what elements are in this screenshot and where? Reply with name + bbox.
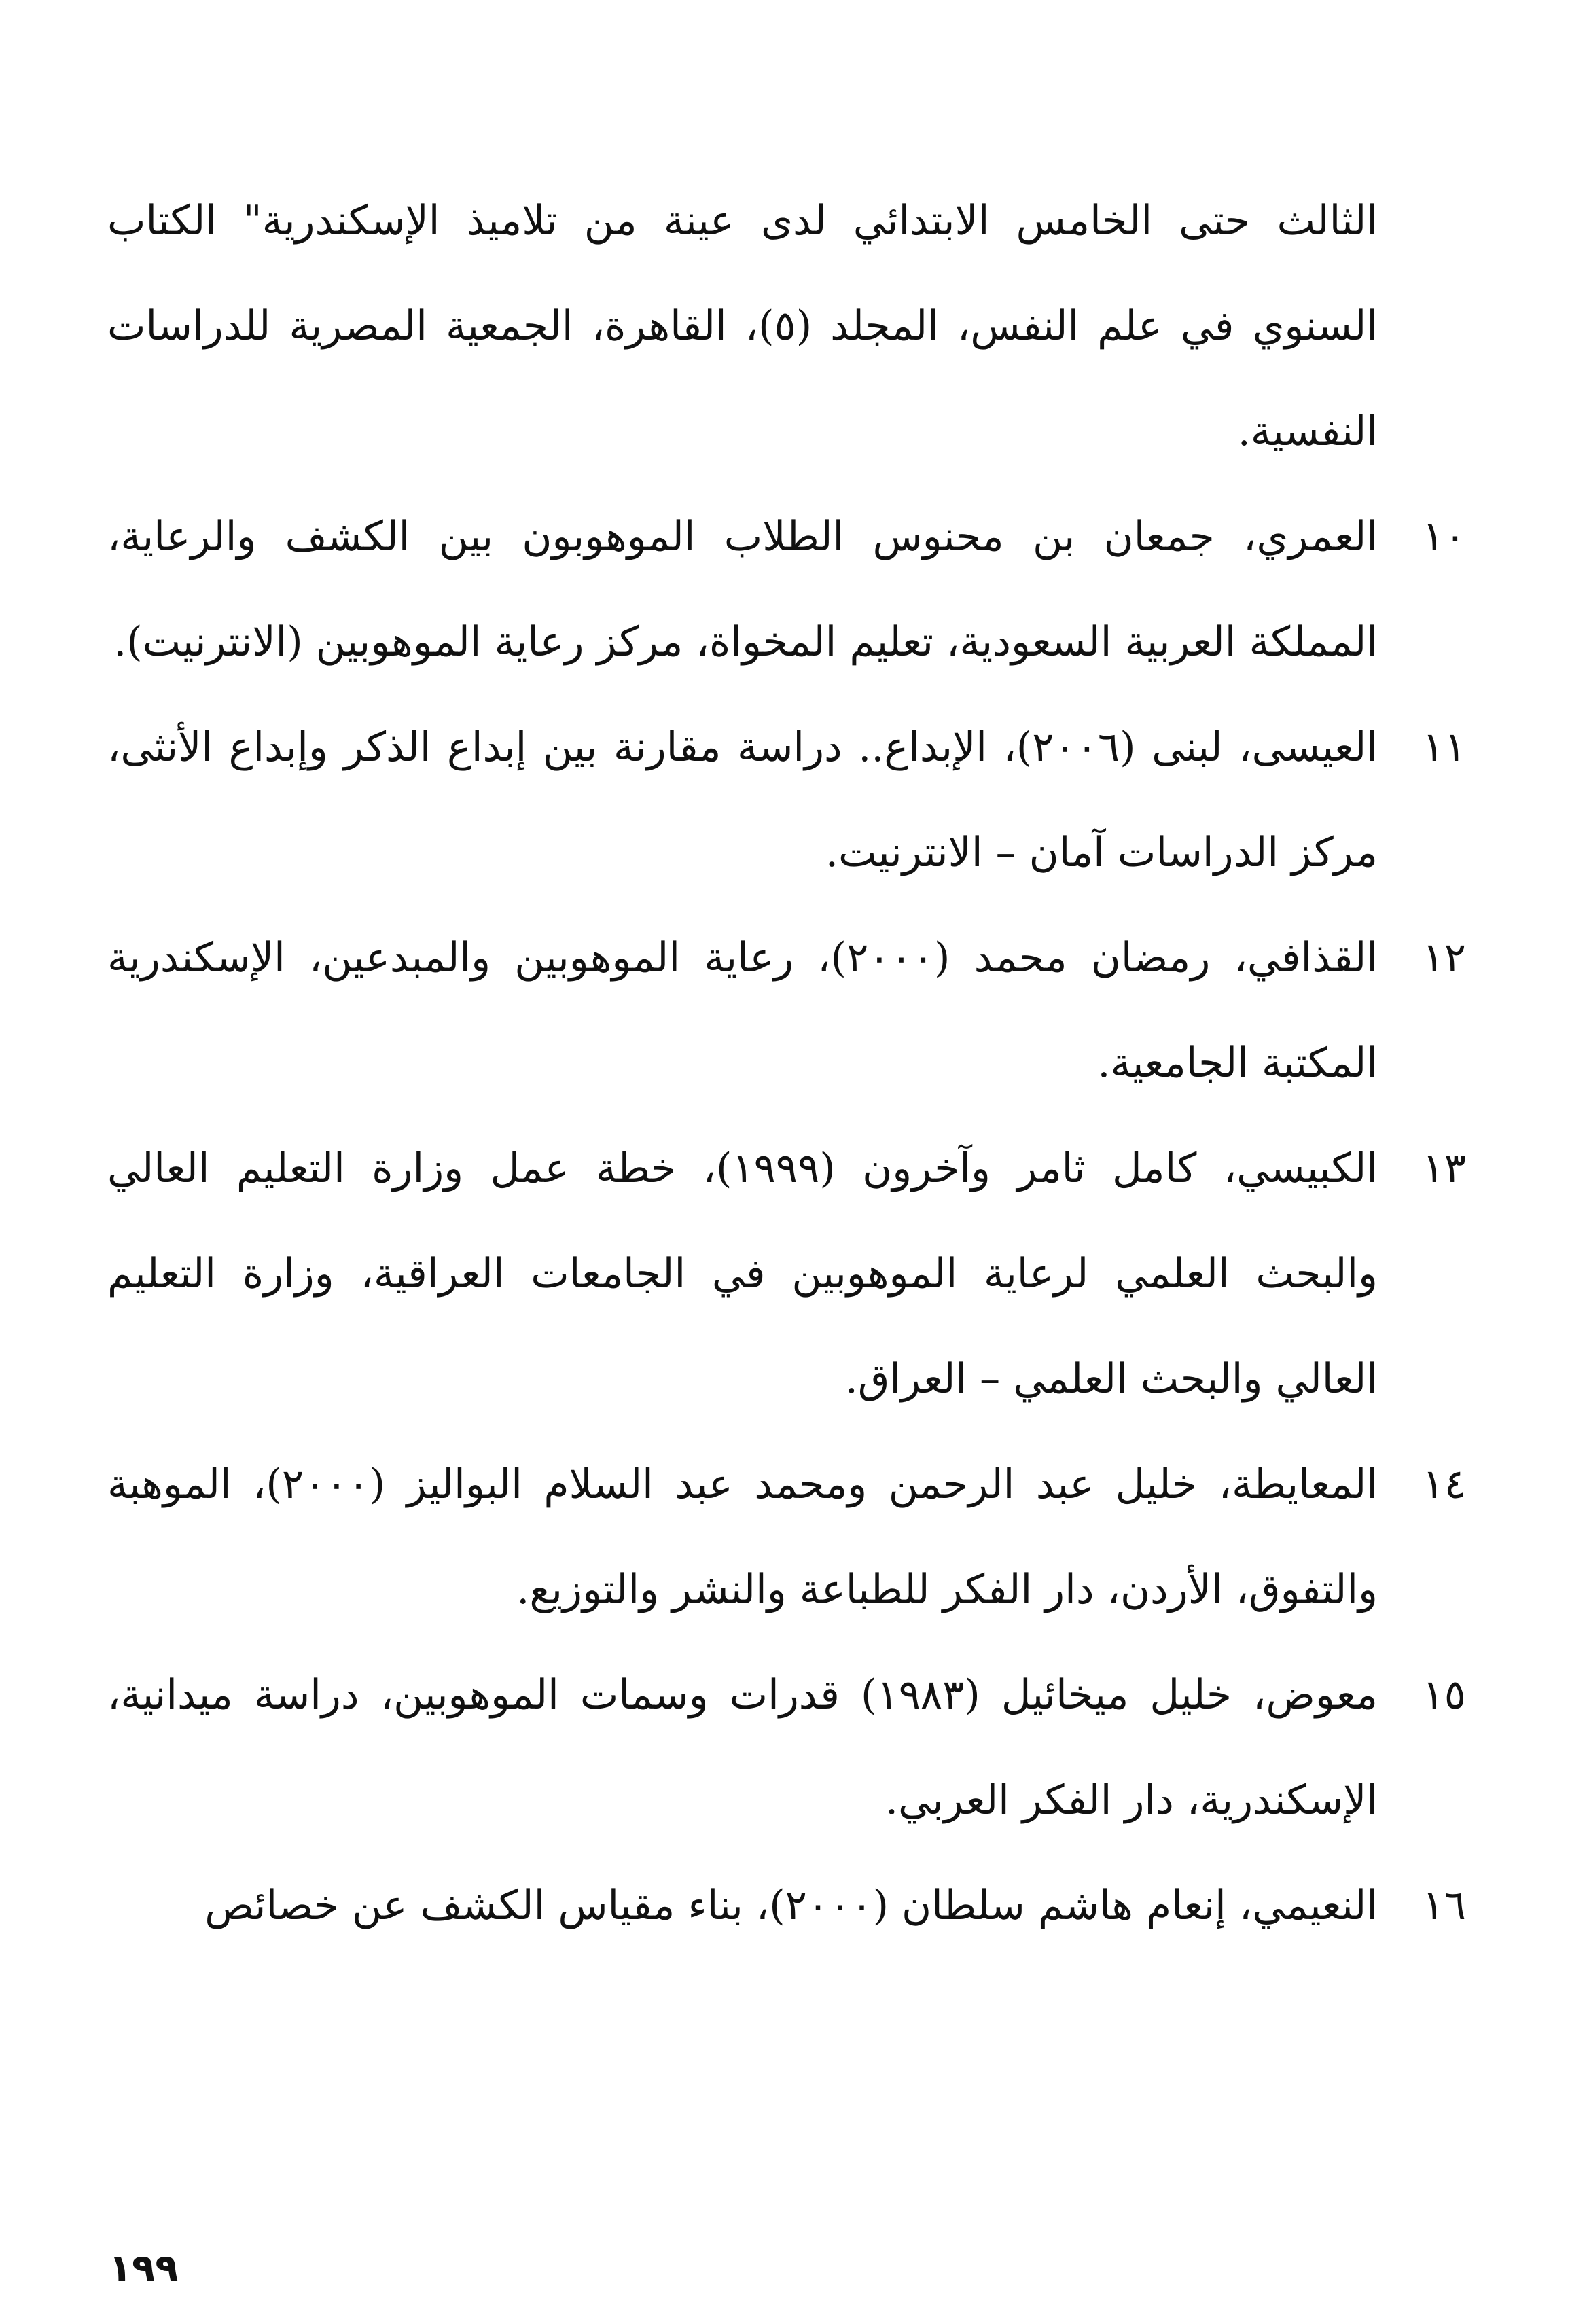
- reference-item: [107, 906, 1466, 1116]
- page-number: ١٩٩: [109, 2247, 179, 2291]
- reference-text: النعيمي، إنعام هاشم سلطان (٢٠٠٠)، بناء مقياس الكشف عن خصائص: [204, 1882, 1378, 1929]
- reference-item: [107, 1432, 1466, 1643]
- reference-number: ١٥: [1422, 1671, 1466, 1719]
- reference-text: العمري، جمعان بن محنوس الطلاب الموهوبون بين الكشف والرعاية، المملكة العربية السعودية، تعليم المخواة، مركز رعاية الموهوبين (الانترنيت).: [107, 513, 1378, 666]
- reference-item: [107, 695, 1466, 906]
- reference-number: ١١: [1422, 723, 1466, 771]
- reference-number: ١٢: [1422, 934, 1466, 982]
- reference-text: العيسى، لبنى (٢٠٠٦)، الإبداع.. دراسة مقارنة بين إبداع الذكر وإبداع الأنثى، مركز الدراسات آمان – الانترنيت.: [107, 723, 1378, 876]
- reference-item: [107, 1116, 1466, 1432]
- reference-number: ١٣: [1422, 1145, 1466, 1192]
- reference-list: [107, 168, 1466, 1959]
- reference-item: [107, 1643, 1466, 1853]
- reference-text: الثالث حتى الخامس الابتدائي لدى عينة من تلاميذ الإسكندرية" الكتاب السنوي في علم النفس، المجلد (٥)، القاهرة، الجمعية المصرية للدراسات النفسية.: [107, 197, 1378, 455]
- reference-text: القذافي، رمضان محمد (٢٠٠٠)، رعاية الموهوبين والمبدعين، الإسكندرية المكتبة الجامعية.: [107, 934, 1378, 1087]
- reference-text: الكبيسي، كامل ثامر وآخرون (١٩٩٩)، خطة عمل وزارة التعليم العالي والبحث العلمي لرعاية الموهوبين في الجامعات العراقية، وزارة التعليم العالي والبحث العلمي – العراق.: [107, 1145, 1378, 1403]
- reference-text: المعايطة، خليل عبد الرحمن ومحمد عبد السلام البواليز (٢٠٠٠)، الموهبة والتفوق، الأردن، دار الفكر للطباعة والنشر والتوزيع.: [107, 1461, 1378, 1613]
- reference-text: معوض، خليل ميخائيل (١٩٨٣) قدرات وسمات الموهوبين، دراسة ميدانية، الإسكندرية، دار الفكر العربي.: [107, 1671, 1378, 1824]
- reference-item: [107, 1853, 1466, 1959]
- reference-number: ١٠: [1422, 513, 1466, 560]
- reference-number: ١٦: [1422, 1882, 1466, 1929]
- reference-item-continued: [107, 168, 1466, 484]
- reference-item: [107, 484, 1466, 695]
- reference-number: ١٤: [1422, 1461, 1466, 1508]
